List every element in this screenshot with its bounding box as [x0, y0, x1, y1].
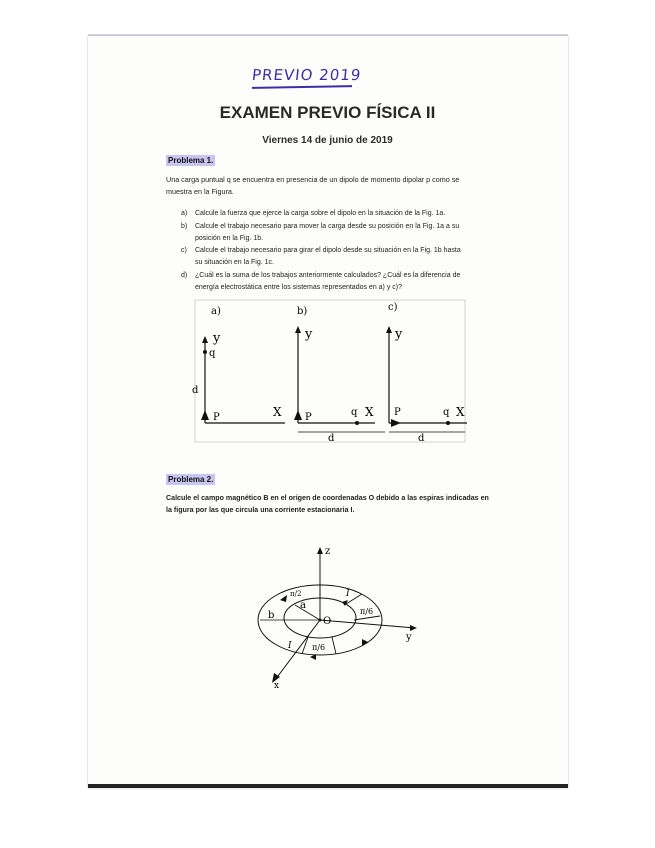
charge-q-b: [355, 421, 359, 425]
item-line: ¿Cuál es la suma de los trabajos anteriormente calculados? ¿Cuál es la diferencia de: [195, 272, 461, 279]
charge-q-c: [446, 421, 450, 425]
current-arrow-1: [280, 595, 287, 602]
y-label: y: [406, 632, 412, 643]
dipole-label-c: P: [394, 407, 401, 418]
item-line: posición en la Fig. 1b.: [195, 234, 264, 242]
panel-label-b: b): [297, 306, 308, 317]
y-axis-arrow-c: [386, 326, 392, 333]
charge-label-b: q: [351, 407, 358, 418]
x-label-c: X: [456, 405, 465, 419]
dipole-arrow-b: [294, 410, 302, 420]
y-axis-arrow: [410, 625, 417, 631]
problem2-text-line1: Calcule el campo magnético B en el origen de coordenadas O debido a las espiras indicadas en: [166, 494, 489, 502]
current-label-upper: I: [346, 589, 350, 599]
item-line: Calcule la fuerza que ejerce la carga sobre el dipolo en la situación de la Fig. 1a.: [195, 210, 446, 217]
item-line: su situación en la Fig. 1c.: [195, 258, 274, 266]
item-line: Calcule el trabajo necesario para mover la carga desde su posición en la Fig. 1a a su: [195, 223, 460, 230]
item-label: a): [181, 210, 188, 217]
distance-label-b: d: [328, 433, 335, 444]
handwritten-note: PREVIO 2019: [251, 66, 363, 84]
half-angle-label: π/2: [290, 590, 302, 598]
dipole-arrow-a: [201, 410, 209, 420]
panel-label-a: a): [211, 306, 221, 317]
item-label: b): [181, 223, 188, 230]
radius-a-label: a: [300, 600, 306, 611]
charge-label-c: q: [443, 407, 450, 418]
dipole-arrow-c: [391, 419, 401, 427]
dipole-figure: [185, 298, 475, 448]
figure-frame: [195, 300, 465, 442]
sector-edge-lower-2: [332, 637, 336, 654]
current-label-lower: I: [288, 641, 292, 651]
problem1-heading: Problema 1.: [168, 156, 214, 165]
radius-b-label: b: [268, 610, 275, 621]
page-title: EXAMEN PREVIO FÍSICA II: [219, 103, 436, 122]
problem2-text: [166, 492, 506, 516]
problem1-intro-line2: muestra en la Figura.: [166, 187, 234, 196]
y-label-b: y: [305, 327, 313, 342]
sheet-bottom-edge: [88, 784, 568, 788]
problem1-item-a: [181, 208, 495, 220]
problem1-item-c: [181, 245, 495, 268]
problem2-heading: Problema 2.: [168, 475, 214, 484]
sector-angle-lower: π/6: [312, 643, 326, 652]
current-arrow-2: [362, 639, 368, 646]
problem1-item-d: [181, 270, 495, 293]
distance-label-a: d: [192, 385, 199, 396]
item-label: c): [181, 247, 187, 254]
charge-label-a: q: [209, 348, 216, 359]
y-axis-arrow-b: [295, 326, 301, 333]
y-label-a: y: [213, 331, 221, 346]
y-axis-arrow-a: [202, 336, 208, 343]
charge-q-a: [203, 350, 207, 354]
exam-date: Viernes 14 de junio de 2019: [262, 135, 393, 146]
y-label-c: y: [395, 327, 403, 342]
loops-figure: [250, 540, 425, 690]
sector-angle-upper: π/6: [360, 607, 374, 616]
x-label-a: X: [273, 405, 282, 419]
item-label: d): [181, 272, 188, 279]
item-line: energía electrostática entre los sistemas representados en a) y c)?: [195, 283, 402, 291]
problem2-text-line2: la figura por las que circula una corriente estacionaria I.: [166, 506, 355, 514]
problem1-item-b: [181, 221, 495, 244]
sector-edge-upper-2: [354, 616, 380, 620]
z-axis-arrow: [317, 547, 323, 554]
item-line: Calcule el trabajo necesario para girar el dipolo desde su situación en la Fig. 1b hasta: [195, 247, 461, 254]
dipole-label-b: P: [305, 412, 312, 423]
z-label: z: [325, 546, 331, 557]
dipole-label-a: P: [213, 412, 220, 423]
distance-label-c: d: [418, 433, 425, 444]
problem1-intro-line1: Una carga puntual q se encuentra en presencia de un dipolo de momento dipolar p como se: [166, 175, 460, 184]
panel-label-c: c): [388, 302, 398, 313]
x-label: x: [274, 681, 280, 690]
y-axis: [320, 620, 415, 628]
problem1-intro: [166, 174, 506, 198]
x-label-b: X: [365, 405, 374, 419]
origin-label: O: [323, 616, 332, 627]
radius-a-line: [295, 605, 320, 620]
